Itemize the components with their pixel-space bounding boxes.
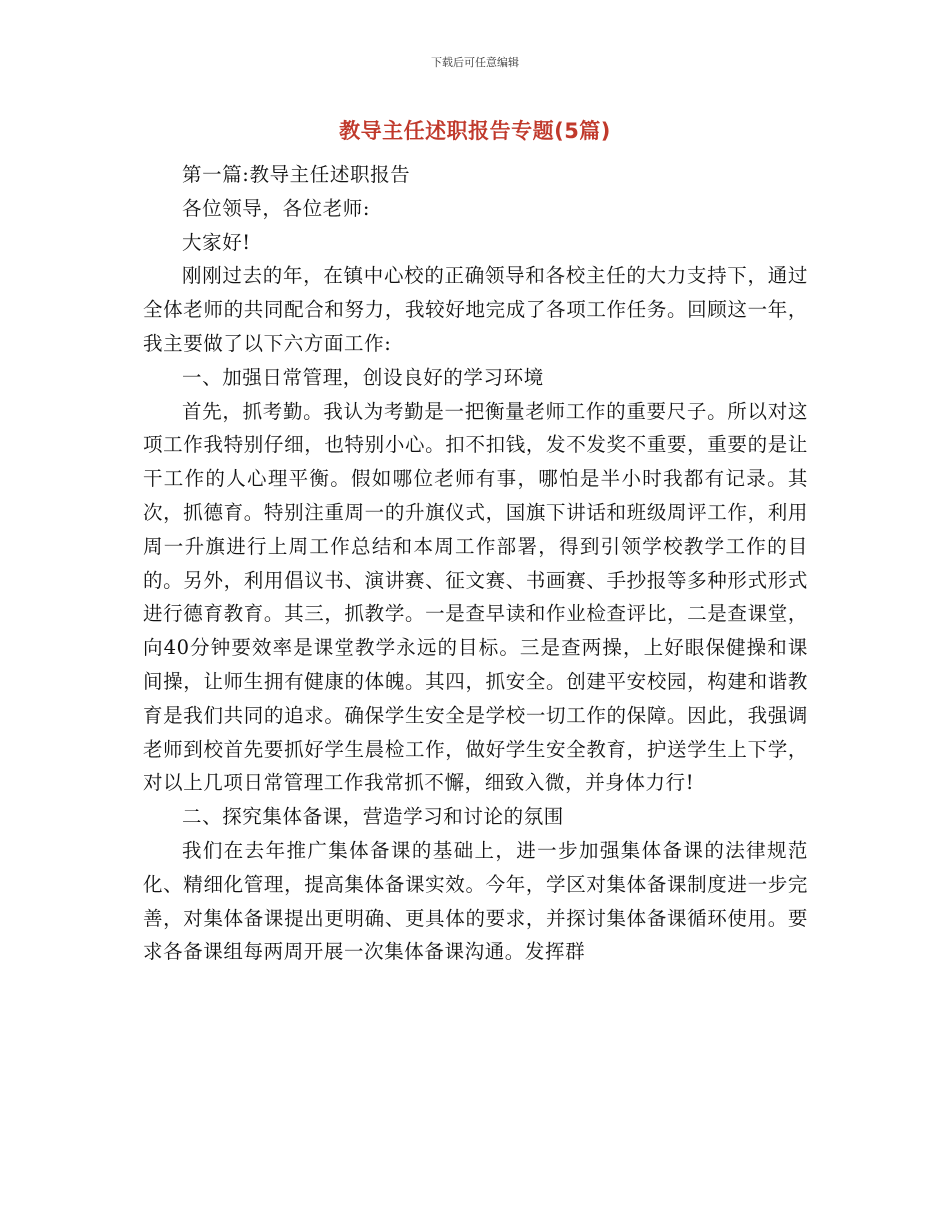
document-body xyxy=(143,158,808,969)
intro-paragraph: 刚刚过去的年，在镇中心校的正确领导和各校主任的大力支持下，通过全体老师的共同配合和努力，我较好地完成了各项工作任务。回顾这一年，我主要做了以下六方面工作: xyxy=(143,264,808,355)
daily-management-paragraph: 首先，抓考勤。我认为考勤是一把衡量老师工作的重要尺子。所以对这项工作我特别仔细，也特别小心。扣不扣钱，发不发奖不重要，重要的是让干工作的人心理平衡。假如哪位老师有事，哪怕是半小时我都有记录。其次，抓德育。特别注重周一的升旗仪式，国旗下讲话和班级周评工作，利用周一升旗进行上周工作总结和本周工作部署，得到引领学校教学工作的目的。另外，利用倡议书、演讲赛、征文赛、书画赛、手抄报等多种形式形式进行德育教育。其三，抓教学。一是查早读和作业检查评比，二是查课堂，向40分钟要效率是课堂教学永远的目标。三是查两操，上好眼保健操和课间操，让师生拥有健康的体魄。其四，抓安全。创建平安校园，构建和谐教育是我们共同的追求。确保学生安全是学校一切工作的保障。因此，我强调老师到校首先要抓好学生晨检工作，做好学生安全教育，护送学生上下学，对以上几项日常管理工作我常抓不懈，细致入微，并身体力行! xyxy=(143,399,808,795)
document-title: 教导主任述职报告专题(5篇) xyxy=(339,119,611,143)
salutation: 各位领导，各位老师: xyxy=(182,196,371,220)
header-note: 下载后可任意编辑 xyxy=(431,56,519,69)
section-heading-collective-lesson-prep: 二、探究集体备课，营造学习和讨论的氛围 xyxy=(182,805,564,829)
greeting: 大家好! xyxy=(182,230,251,254)
collective-lesson-prep-paragraph: 我们在去年推广集体备课的基础上，进一步加强集体备课的法律规范化、精细化管理，提高集体备课实效。今年，学区对集体备课制度进一步完善，对集体备课提出更明确、更具体的要求，并探讨集体备课循环使用。要求各备课组每两周开展一次集体备课沟通。发挥群 xyxy=(143,838,808,964)
section-heading-daily-management: 一、加强日常管理，创设良好的学习环境 xyxy=(182,365,544,389)
section-heading-part-one: 第一篇:教导主任述职报告 xyxy=(182,163,411,186)
